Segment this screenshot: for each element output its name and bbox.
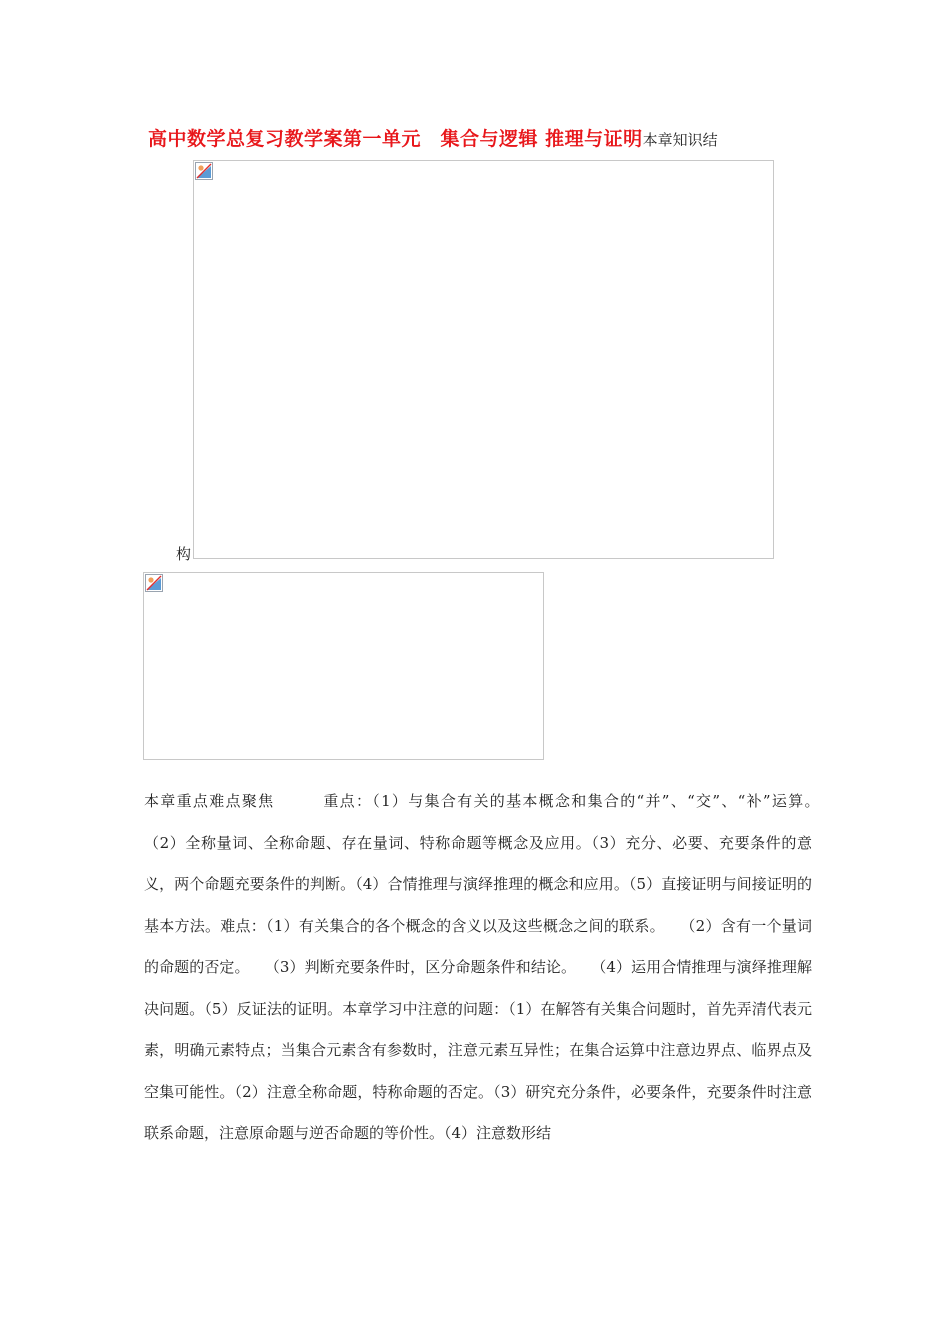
section-heading-end: 构: [176, 545, 192, 563]
section-heading-start: 本章知识结: [642, 131, 718, 149]
body-paragraph: 本章重点难点聚焦 重点：（1）与集合有关的基本概念和集合的“并”、“交”、“补”运算。 （2）全称量词、全称命题、存在量词、特称命题等概念及应用。（3）充分、必要、充要条件的意义，两个命题充要条件的判断。（4）合情推理与演绎推理的概念和应用。（5）直接证明与间接证明的基本方法。难点：（1）有关集合的各个概念的含义以及这些概念之间的联系。 （2）含有一个量词的命题的否定。 （3）判断充要条件时，区分命题条件和结论。 （4）运用合情推理与演绎推理解决问题。（5）反证法的证明。本章学习中注意的问题：（1）在解答有关集合问题时，首先弄清代表元素，明确元素特点；当集合元素含有参数时，注意元素互异性；在集合运算中注意边界点、临界点及空集可能性。（2）注意全称命题，特称命题的否定。（3）研究充分条件，必要条件，充要条件时注意联系命题，注意原命题与逆否命题的等价性。（4）注意数形结: [144, 792, 888, 1142]
broken-image-icon: [145, 574, 163, 592]
knowledge-structure-image: [193, 160, 774, 559]
document-title: [148, 124, 848, 151]
broken-image-icon: [195, 162, 213, 180]
unit-title: 高中数学总复习教学案第一单元 集合与逻辑 推理与证明: [148, 128, 643, 150]
secondary-image: [143, 572, 544, 760]
